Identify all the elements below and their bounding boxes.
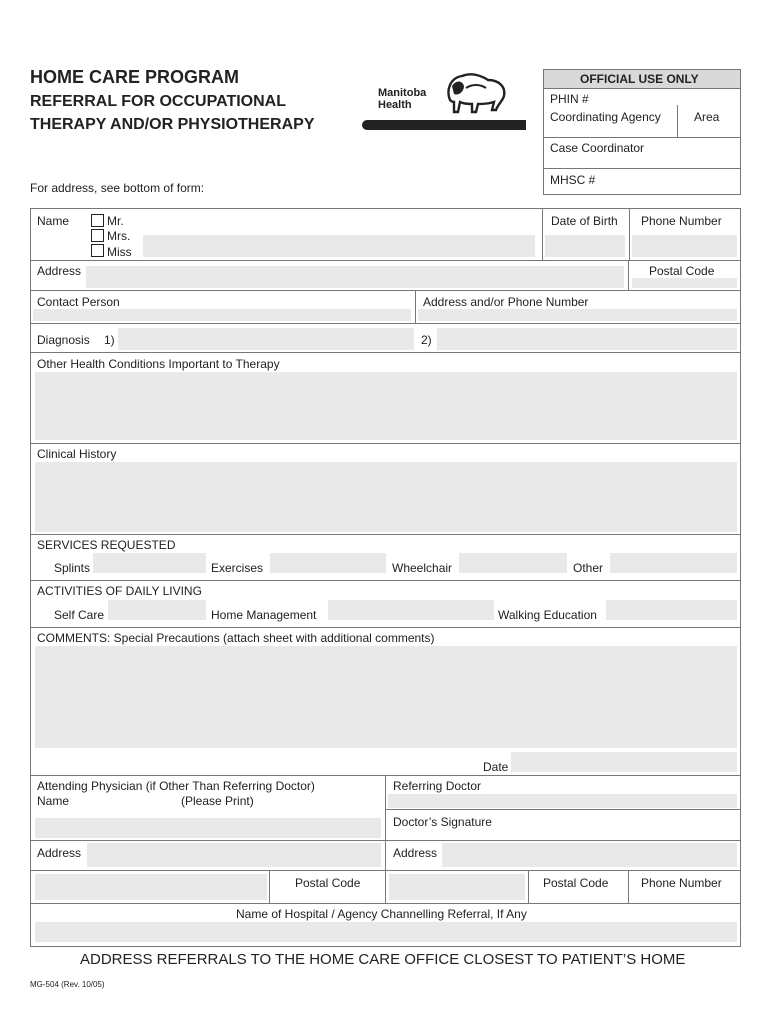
address-referrals-instruction: ADDRESS REFERRALS TO THE HOME CARE OFFICE CLOSEST TO PATIENT’S HOME [80,951,686,968]
date-of-birth-label: Date of Birth [551,214,618,228]
hospital-agency-field[interactable] [35,922,737,942]
referring-doctor-label: Referring Doctor [393,779,482,793]
phone-number-field[interactable] [632,235,737,257]
title-mr-label: Mr. [107,214,124,228]
splints-field[interactable] [93,553,206,573]
name-field[interactable] [143,235,535,257]
logo-bar [362,120,526,130]
comments-field[interactable] [35,646,737,748]
other-conditions-field[interactable] [35,372,737,440]
please-print-label: (Please Print) [181,794,254,808]
bison-icon [442,70,512,116]
logo-text-manitoba: Manitoba [378,87,427,99]
form-subtitle-line1: REFERRAL FOR OCCUPATIONAL [30,93,286,110]
other-service-label: Other [573,561,604,575]
title-miss-checkbox[interactable] [91,244,104,257]
phin-label: PHIN # [550,92,589,106]
address-label: Address [37,264,82,278]
diagnosis-2-field[interactable] [437,328,737,350]
address-field[interactable] [86,266,624,288]
comments-label: COMMENTS: Special Precautions (attach sheet with additional comments) [37,631,435,645]
title-miss-label: Miss [107,245,132,259]
mhsc-label: MHSC # [550,173,596,187]
services-requested-heading: SERVICES REQUESTED [37,538,176,552]
physician-address-left-line2-field[interactable] [35,874,267,900]
diagnosis-1-label: 1) [104,333,115,347]
exercises-label: Exercises [211,561,264,575]
phone-number-label: Phone Number [641,214,722,228]
contact-person-label: Contact Person [37,295,120,309]
case-coordinator-label: Case Coordinator [550,141,645,155]
walking-education-field[interactable] [606,600,737,620]
postal-code-label: Postal Code [649,264,715,278]
comments-date-field[interactable] [511,752,737,772]
physician-address-right-field[interactable] [442,843,737,867]
doctor-signature-label: Doctor’s Signature [393,815,492,829]
physician-address-left-field[interactable] [87,843,381,867]
physician-phone-right-label: Phone Number [641,876,722,890]
home-management-label: Home Management [211,608,317,622]
address-note: For address, see bottom of form: [30,181,205,195]
exercises-field[interactable] [270,553,386,573]
physician-address-right-line2-field[interactable] [389,874,525,900]
title-mr-checkbox[interactable] [91,214,104,227]
postal-code-field[interactable] [632,278,737,288]
walking-education-label: Walking Education [498,608,597,622]
title-mrs-label: Mrs. [107,229,131,243]
name-label: Name [37,214,70,228]
adl-heading: ACTIVITIES OF DAILY LIVING [37,584,202,598]
diagnosis-1-field[interactable] [118,328,414,350]
attending-physician-label: Attending Physician (if Other Than Referring Doctor) [37,779,315,793]
coordinating-agency-label: Coordinating Agency [550,110,661,124]
other-service-field[interactable] [610,553,737,573]
home-management-field[interactable] [328,600,494,620]
diagnosis-label: Diagnosis [37,333,90,347]
other-conditions-label: Other Health Conditions Important to Therapy [37,357,280,371]
comments-date-label: Date [483,760,509,774]
contact-address-field[interactable] [418,309,737,321]
area-label: Area [694,110,720,124]
physician-address-right-label: Address [393,846,438,860]
attending-name-field[interactable] [35,818,381,838]
title-mrs-checkbox[interactable] [91,229,104,242]
wheelchair-label: Wheelchair [392,561,453,575]
manitoba-health-logo [362,70,526,132]
form-title: HOME CARE PROGRAM [30,67,240,87]
hospital-agency-label: Name of Hospital / Agency Channelling Referral, If Any [236,907,527,921]
self-care-label: Self Care [54,608,105,622]
physician-address-left-label: Address [37,846,82,860]
attending-name-label: Name [37,794,70,808]
clinical-history-field[interactable] [35,462,737,532]
official-use-heading: OFFICIAL USE ONLY [580,72,699,86]
date-of-birth-field[interactable] [545,235,625,257]
contact-person-field[interactable] [33,309,411,321]
form-subtitle-line2: THERAPY AND/OR PHYSIOTHERAPY [30,116,315,133]
physician-postal-left-label: Postal Code [295,876,361,890]
self-care-field[interactable] [108,600,206,620]
diagnosis-2-label: 2) [421,333,432,347]
splints-label: Splints [54,561,91,575]
contact-address-label: Address and/or Phone Number [423,295,589,309]
logo-text-health: Health [378,99,412,111]
clinical-history-label: Clinical History [37,447,117,461]
referring-doctor-field[interactable] [388,794,737,808]
form-number: MG-504 (Rev. 10/05) [30,980,105,989]
physician-postal-right-label: Postal Code [543,876,609,890]
wheelchair-field[interactable] [459,553,567,573]
